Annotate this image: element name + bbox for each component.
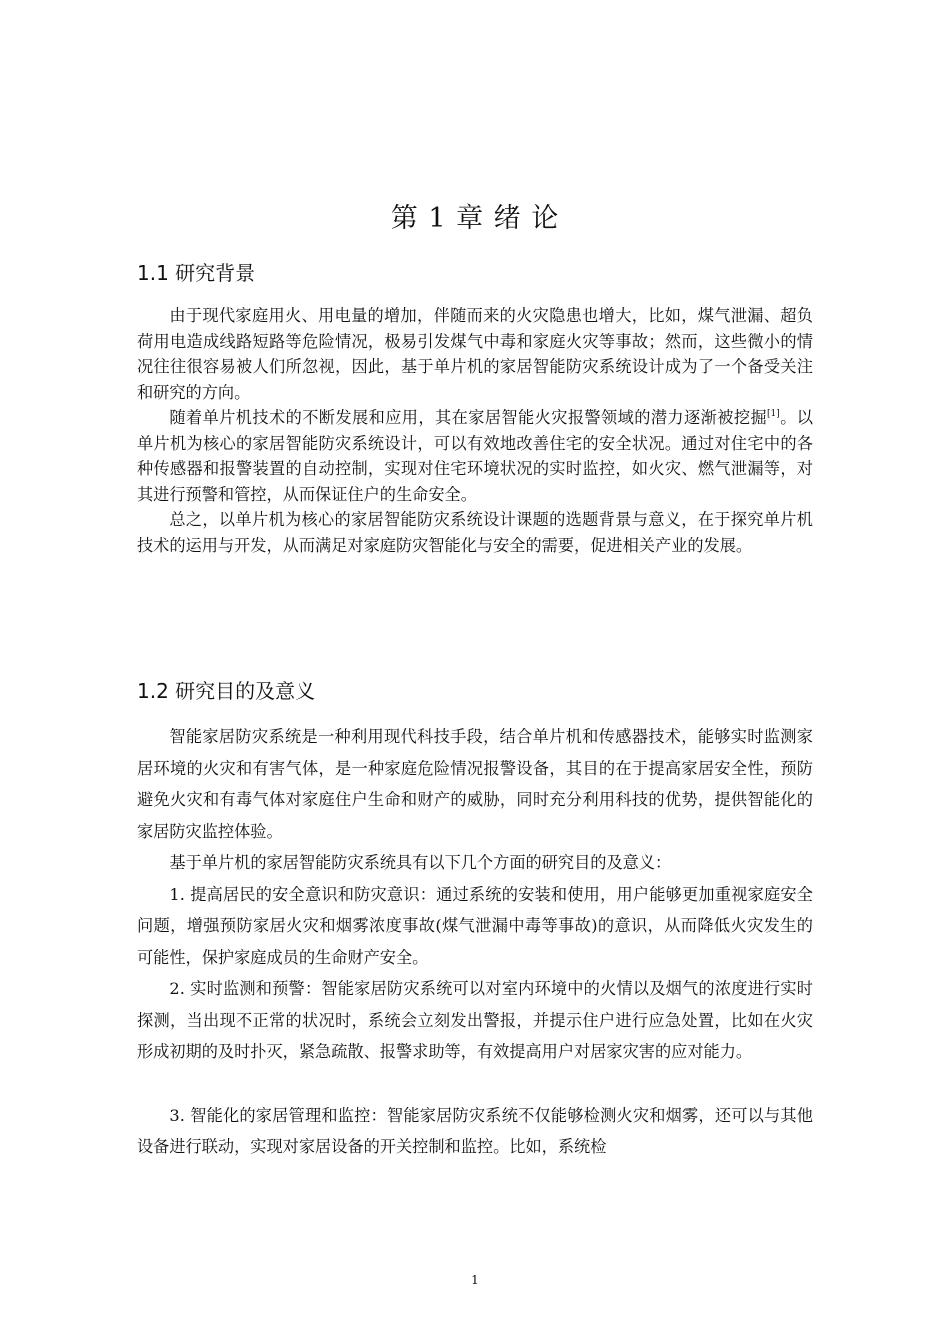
section-heading-1-2: 1.2 研究目的及意义	[137, 679, 316, 703]
paragraph: 智能家居防灾系统是一种利用现代科技手段，结合单片机和传感器技术，能够实时监测家居环境的火灾和有害气体，是一种家庭危险情况报警设备，其目的在于提高家居安全性，预防避免火灾和有毒气体对家庭住户生命和财产的威胁，同时充分利用科技的优势，提供智能化的家居防灾监控体验。	[137, 727, 813, 841]
paragraph: 基于单片机的家居智能防灾系统具有以下几个方面的研究目的及意义：	[169, 853, 672, 872]
paragraph: 总之，以单片机为核心的家居智能防灾系统设计课题的选题背景与意义，在于探究单片机技术的运用与开发，从而满足对家庭防灾智能化与安全的需要，促进相关产业的发展。	[137, 510, 813, 555]
citation-marker: [1]	[767, 409, 780, 419]
paragraph-with-citation	[137, 405, 813, 507]
section-1-2-body	[137, 721, 813, 1163]
paragraph: 由于现代家庭用火、用电量的增加，伴随而来的火灾隐患也增大，比如，煤气泄漏、超负荷用电造成线路短路等危险情况，极易引发煤气中毒和家庭火灾等事故；然而，这些微小的情况往往很容易被人们所忽视，因此，基于单片机的家居智能防灾系统设计成为了一个备受关注和研究的方向。	[137, 306, 813, 402]
list-item: 1. 提高居民的安全意识和防灾意识：通过系统的安装和使用，用户能够更加重视家庭安全问题，增强预防家居火灾和烟雾浓度事故(煤气泄漏中毒等事故)的意识，从而降低火灾发生的可能性，保护家庭成员的生命财产安全。	[137, 884, 813, 967]
section-heading-1-1: 1.1 研究背景	[137, 261, 256, 285]
page-number: 1	[471, 1273, 479, 1287]
section-1-1-body	[137, 303, 813, 558]
chapter-title: 第 1 章 绪 论	[390, 203, 560, 234]
list-item: 2. 实时监测和预警：智能家居防灾系统可以对室内环境中的火情以及烟气的浓度进行实时探测，当出现不正常的状况时，系统会立刻发出警报，并提示住户进行应急处置，比如在火灾形成初期的及时扑灭，紧急疏散、报警求助等，有效提高用户对居家灾害的应对能力。	[137, 979, 813, 1061]
list-item: 3. 智能化的家居管理和监控：智能家居防灾系统不仅能够检测火灾和烟雾，还可以与其他设备进行联动，实现对家居设备的开关控制和监控。比如，系统检	[137, 1105, 813, 1156]
paragraph-text: 随着单片机技术的不断发展和应用，其在家居智能火灾报警领域的潜力逐渐被挖掘	[169, 408, 768, 427]
paragraph-text: 。以单片机为核心的家居智能防灾系统设计，可以有效地改善住宅的安全状况。通过对住宅中的各种传感器和报警装置的自动控制，实现对住宅环境状况的实时监控，如火灾、燃气泄漏等，对其进行预警和管控，从而保证住户的生命安全。	[137, 408, 813, 504]
